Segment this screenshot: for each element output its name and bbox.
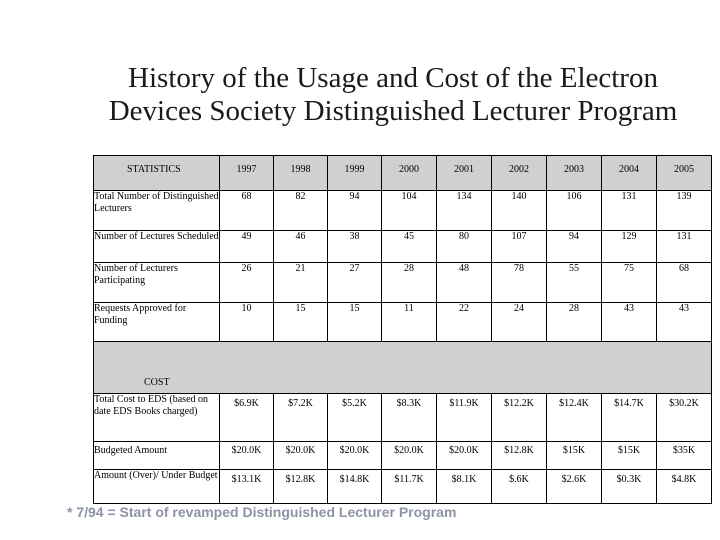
table-cell: $4.8K <box>657 470 712 504</box>
table-cell: $.6K <box>492 470 547 504</box>
table-cell: $20.0K <box>328 442 382 470</box>
table-cell: 43 <box>657 303 712 342</box>
table-cell: $11.7K <box>382 470 437 504</box>
footnote: * 7/94 = Start of revamped Distinguished Lecturer Program <box>67 504 457 520</box>
table-cell: 75 <box>602 263 657 303</box>
table-cell: $7.2K <box>274 394 328 442</box>
title-line-1: History of the Usage and Cost of the Electron <box>128 62 658 94</box>
table-cell: 45 <box>382 231 437 263</box>
table-cell: 68 <box>220 191 274 231</box>
year-header: 2005 <box>657 156 712 191</box>
table-cell: $8.3K <box>382 394 437 442</box>
table-cell: $14.8K <box>328 470 382 504</box>
row-label: Amount (Over)/ Under Budget <box>94 470 220 504</box>
table-cell: 27 <box>328 263 382 303</box>
table-cell: $8.1K <box>437 470 492 504</box>
year-header: 2002 <box>492 156 547 191</box>
table-cell: 80 <box>437 231 492 263</box>
table-cell: 38 <box>328 231 382 263</box>
table-cell: 15 <box>274 303 328 342</box>
year-header: 1999 <box>328 156 382 191</box>
year-header: 2003 <box>547 156 602 191</box>
table-row <box>94 442 712 470</box>
table-cell: $15K <box>602 442 657 470</box>
table-cell: $12.8K <box>274 470 328 504</box>
row-label: Total Cost to EDS (based on date EDS Books charged) <box>94 394 220 442</box>
table-cell: 68 <box>657 263 712 303</box>
table-cell: 131 <box>657 231 712 263</box>
table-cell: 49 <box>220 231 274 263</box>
table-cell: $35K <box>657 442 712 470</box>
table-row <box>94 191 712 231</box>
table-cell: 94 <box>328 191 382 231</box>
table-cell: 129 <box>602 231 657 263</box>
table-cell: 43 <box>602 303 657 342</box>
table-cell: 55 <box>547 263 602 303</box>
header-row <box>94 156 712 191</box>
row-label: Total Number of Distinguished Lecturers <box>94 191 220 231</box>
table-cell: 104 <box>382 191 437 231</box>
table-cell: 140 <box>492 191 547 231</box>
table-cell: 28 <box>382 263 437 303</box>
table-row <box>94 470 712 504</box>
table-cell: 107 <box>492 231 547 263</box>
table-cell: $15K <box>547 442 602 470</box>
table-cell: $2.6K <box>547 470 602 504</box>
year-header: 2004 <box>602 156 657 191</box>
table-cell: 106 <box>547 191 602 231</box>
table-row <box>94 231 712 263</box>
cost-section-row <box>94 342 712 394</box>
table-cell: $20.0K <box>382 442 437 470</box>
table-cell: 26 <box>220 263 274 303</box>
table-cell: 131 <box>602 191 657 231</box>
table-cell: 139 <box>657 191 712 231</box>
statistics-table <box>93 155 712 504</box>
row-label: Number of Lecturers Participating <box>94 263 220 303</box>
table-cell: $12.4K <box>547 394 602 442</box>
table-cell: $20.0K <box>274 442 328 470</box>
cost-header: COST <box>94 342 712 394</box>
table-cell: 10 <box>220 303 274 342</box>
table-cell: 11 <box>382 303 437 342</box>
table-cell: 28 <box>547 303 602 342</box>
table-cell: 21 <box>274 263 328 303</box>
row-label: Number of Lectures Scheduled <box>94 231 220 263</box>
table-cell: 24 <box>492 303 547 342</box>
title-line-2: Devices Society Distinguished Lecturer Program <box>108 95 678 127</box>
table-cell: $11.9K <box>437 394 492 442</box>
year-header: 2000 <box>382 156 437 191</box>
table-cell: $30.2K <box>657 394 712 442</box>
table-cell: 46 <box>274 231 328 263</box>
year-header: 1998 <box>274 156 328 191</box>
table-cell: 134 <box>437 191 492 231</box>
table-cell: $13.1K <box>220 470 274 504</box>
table-cell: $12.2K <box>492 394 547 442</box>
year-header: 1997 <box>220 156 274 191</box>
page-title <box>0 62 720 128</box>
statistics-header: STATISTICS <box>94 156 220 191</box>
table-cell: $6.9K <box>220 394 274 442</box>
table-cell: 48 <box>437 263 492 303</box>
table-cell: 78 <box>492 263 547 303</box>
table-cell: $0.3K <box>602 470 657 504</box>
table-cell: $5.2K <box>328 394 382 442</box>
row-label: Budgeted Amount <box>94 442 220 470</box>
table-row <box>94 263 712 303</box>
table-cell: $20.0K <box>437 442 492 470</box>
table-cell: 15 <box>328 303 382 342</box>
year-header: 2001 <box>437 156 492 191</box>
table-cell: $12.8K <box>492 442 547 470</box>
table-cell: 82 <box>274 191 328 231</box>
table-row <box>94 394 712 442</box>
table-row <box>94 303 712 342</box>
table-cell: 94 <box>547 231 602 263</box>
table-cell: $14.7K <box>602 394 657 442</box>
table-cell: 22 <box>437 303 492 342</box>
table-cell: $20.0K <box>220 442 274 470</box>
row-label: Requests Approved for Funding <box>94 303 220 342</box>
